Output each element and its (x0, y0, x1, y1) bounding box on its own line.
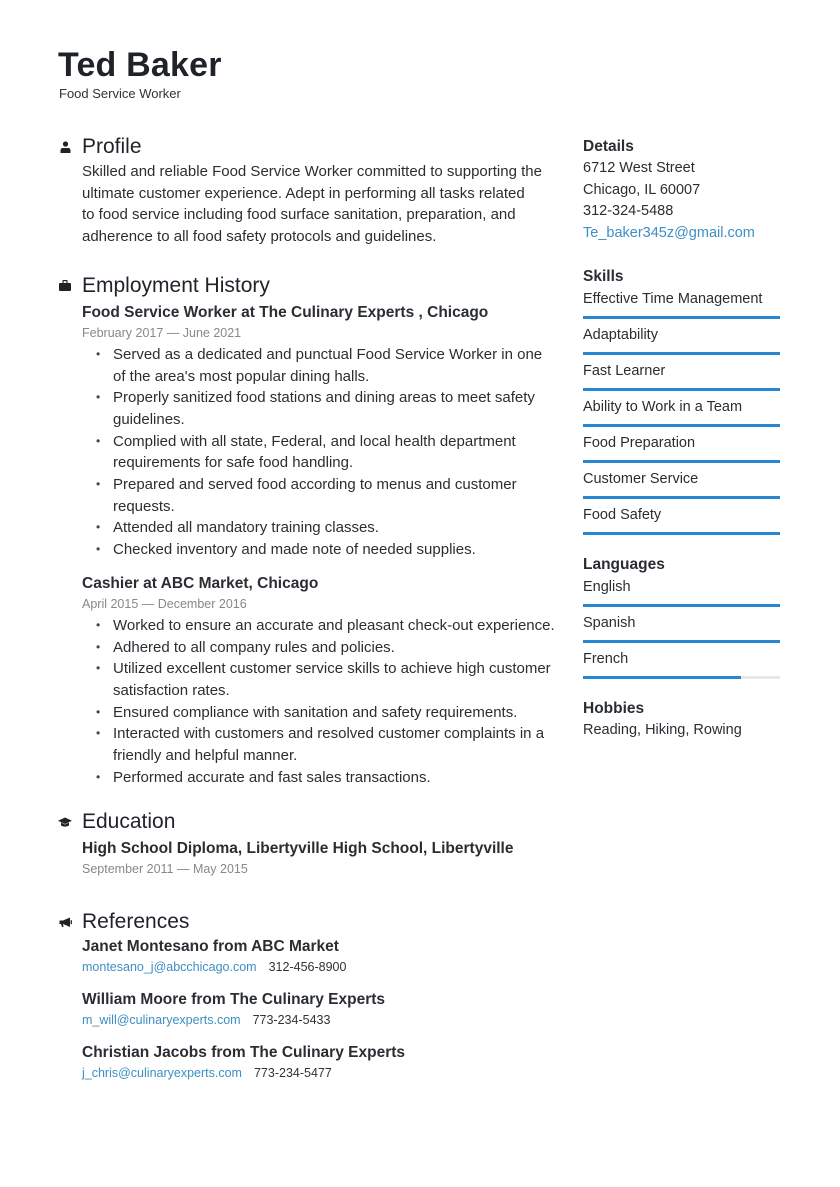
education-header (58, 808, 558, 836)
language (583, 648, 783, 684)
city-line: Chicago, IL 60007 (583, 181, 701, 198)
skill-label: Ability to Work in a Team (583, 399, 743, 415)
graduation-cap-icon (58, 815, 72, 829)
candidate-name: Ted Baker (58, 46, 222, 84)
job-dates: February 2017 — June 2021 (82, 325, 242, 340)
reference-entry (82, 936, 558, 976)
language (583, 612, 783, 648)
skill-level-fill (583, 424, 780, 427)
job-title: Food Service Worker at The Culinary Experts , Chicago (82, 303, 489, 321)
skill-level-track (583, 352, 780, 355)
job-bullet: • Interacted with customers and resolved customer complaints in a friendly and helpful manner. (113, 723, 558, 766)
job-bullet: • Served as a dedicated and punctual Food Service Worker in one of the area's most popular dining halls. (113, 344, 558, 387)
skill (583, 396, 783, 432)
language-label: Spanish (583, 615, 636, 631)
email-link[interactable]: Te_baker345z@gmail.com (583, 224, 755, 241)
profile-line: adherence to all food safety protocols and guidelines. (82, 228, 437, 246)
skill-level-fill (583, 532, 780, 535)
job-bullet: • Adhered to all company rules and policies. (113, 637, 558, 659)
reference-contact (82, 958, 558, 976)
education-section (58, 808, 558, 878)
language (583, 576, 783, 612)
profile-header (58, 133, 558, 161)
skill-level-track (583, 388, 780, 391)
hobbies-heading: Hobbies (583, 700, 645, 717)
reference-entry (82, 989, 558, 1029)
job-list (82, 302, 558, 789)
skill-label: Customer Service (583, 471, 699, 487)
skill-level-fill (583, 352, 780, 355)
megaphone-icon (58, 915, 72, 929)
reference-list (82, 936, 558, 1082)
skill-label: Fast Learner (583, 363, 666, 379)
hobbies-block (583, 698, 783, 742)
job-bullet: • Complied with all state, Federal, and local health department requirements for safe food handling. (113, 431, 558, 474)
job-bullet: • Checked inventory and made note of needed supplies. (113, 539, 558, 561)
skill (583, 468, 783, 504)
language-level-fill (583, 676, 741, 679)
details-heading: Details (583, 138, 634, 155)
skill-level-track (583, 316, 780, 319)
job-bullets (82, 615, 558, 789)
reference-email-link[interactable]: m_will@culinaryexperts.com (82, 1013, 241, 1028)
job-bullet: • Properly sanitized food stations and dining areas to meet safety guidelines. (113, 387, 558, 430)
skill-level-fill (583, 460, 780, 463)
education-list (82, 838, 558, 878)
education-dates: September 2011 — May 2015 (82, 862, 248, 877)
details-block (583, 136, 783, 244)
skill (583, 432, 783, 468)
sidebar (583, 136, 783, 764)
reference-phone: 773-234-5433 (252, 1013, 331, 1028)
reference-name: Christian Jacobs from The Culinary Experts (82, 1044, 406, 1062)
language-label: French (583, 651, 629, 667)
skill-label: Food Safety (583, 507, 662, 523)
skill-level-track (583, 532, 780, 535)
reference-entry (82, 1042, 558, 1082)
job-entry (82, 302, 558, 561)
references-section (58, 908, 558, 1082)
references-header (58, 908, 558, 936)
skill (583, 288, 783, 324)
skill (583, 360, 783, 396)
languages-heading: Languages (583, 556, 665, 573)
education-heading: Education (82, 810, 176, 834)
reference-name: Janet Montesano from ABC Market (82, 938, 339, 956)
skill-level-fill (583, 496, 780, 499)
languages-list (583, 576, 783, 684)
skill (583, 504, 783, 540)
profile-heading: Profile (82, 135, 142, 158)
languages-block (583, 554, 783, 684)
skill-level-fill (583, 388, 780, 391)
address-line: 6712 West Street (583, 160, 695, 176)
job-bullets (82, 344, 558, 561)
candidate-title: Food Service Worker (59, 86, 181, 101)
reference-name: William Moore from The Culinary Experts (82, 991, 386, 1009)
skill-label: Food Preparation (583, 435, 696, 451)
job-dates: April 2015 — December 2016 (82, 596, 247, 611)
language-level-fill (583, 604, 780, 607)
briefcase-icon (58, 279, 72, 293)
profile-section (58, 133, 558, 248)
reference-phone: 773-234-5477 (253, 1066, 332, 1081)
skills-block (583, 266, 783, 540)
job-bullet: • Prepared and served food according to menus and customer requests. (113, 474, 558, 517)
skill-level-track (583, 460, 780, 463)
job-bullet: • Ensured compliance with sanitation and safety requirements. (113, 702, 558, 724)
skill-level-track (583, 496, 780, 499)
reference-email-link[interactable]: montesano_j@abcchicago.com (82, 960, 257, 975)
job-title: Cashier at ABC Market, Chicago (82, 574, 319, 592)
skill-level-fill (583, 316, 780, 319)
references-heading: References (82, 910, 190, 934)
reference-contact (82, 1064, 558, 1082)
profile-line: ultimate customer experience. Adept in performing all tasks related (82, 184, 525, 202)
job-entry (82, 573, 558, 789)
skill-label: Effective Time Management (583, 291, 763, 307)
job-bullet: • Attended all mandatory training classes. (113, 517, 558, 539)
language-level-track (583, 676, 780, 679)
profile-summary (82, 161, 558, 248)
language-level-fill (583, 640, 780, 643)
education-entry (82, 838, 558, 878)
employment-heading: Employment History (82, 273, 270, 297)
job-bullet: • Performed accurate and fast sales transactions. (113, 767, 558, 789)
job-bullet: • Worked to ensure an accurate and pleasant check-out experience. (113, 615, 558, 637)
education-title: High School Diploma, Libertyville High School, Libertyville (82, 840, 514, 858)
language-level-track (583, 640, 780, 643)
profile-line: to food service including food surface sanitation, preparation, and (82, 206, 516, 224)
skill-level-track (583, 424, 780, 427)
profile-line: Skilled and reliable Food Service Worker committed to supporting the (82, 163, 542, 180)
job-bullet: • Utilized excellent customer service skills to achieve high customer satisfaction rates. (113, 658, 558, 701)
skill-label: Adaptability (583, 327, 658, 343)
skills-list (583, 288, 783, 540)
main-column (58, 133, 558, 1102)
hobbies-text: Reading, Hiking, Rowing (583, 722, 742, 738)
reference-phone: 312-456-8900 (268, 960, 347, 975)
reference-email-link[interactable]: j_chris@culinaryexperts.com (82, 1066, 242, 1081)
employment-section (58, 272, 558, 789)
language-label: English (583, 579, 631, 595)
skill (583, 324, 783, 360)
reference-contact (82, 1011, 558, 1029)
person-icon (58, 140, 72, 154)
employment-header (58, 272, 558, 300)
phone-line: 312-324-5488 (583, 203, 674, 219)
language-level-track (583, 604, 780, 607)
skills-heading: Skills (583, 268, 624, 285)
